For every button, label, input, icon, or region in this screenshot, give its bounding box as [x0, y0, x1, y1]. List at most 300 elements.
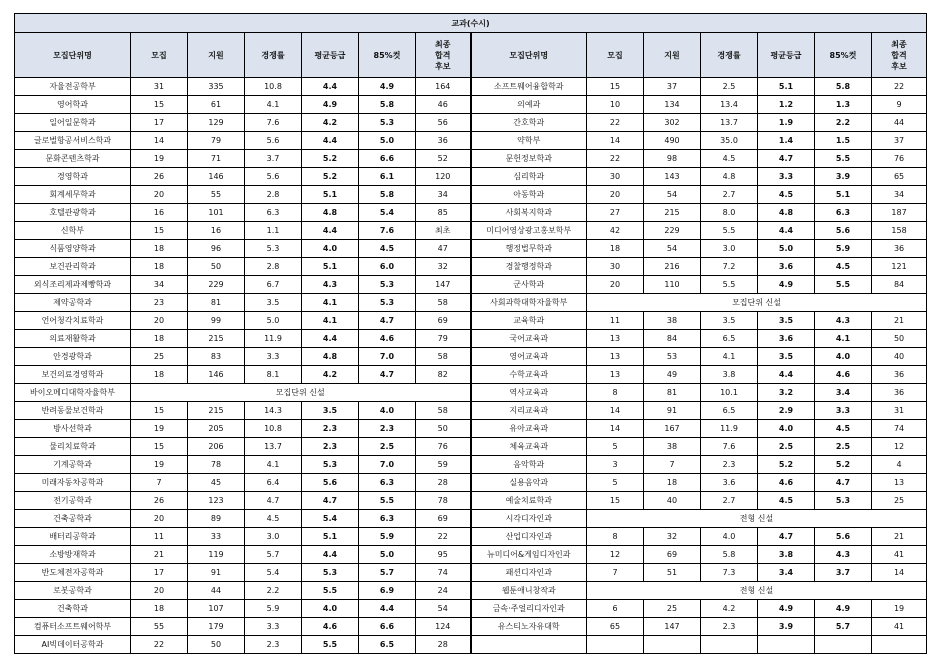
avg-grade-cell: 5.1	[758, 78, 815, 96]
quota-cell: 65	[587, 618, 644, 636]
ratio-cell: 4.0	[701, 528, 758, 546]
unit-name-cell: 행정법무학과	[471, 240, 587, 258]
unit-name-cell: 컴퓨터소프트웨어학부	[15, 618, 131, 636]
avg-grade-cell: 5.3	[302, 456, 359, 474]
quota-cell: 12	[587, 546, 644, 564]
table-row	[15, 276, 927, 294]
quota-cell: 18	[131, 258, 188, 276]
table-row	[15, 600, 927, 618]
avg-grade-cell: 5.2	[302, 168, 359, 186]
cut-85-cell: 1.5	[815, 132, 872, 150]
avg-grade-cell: 2.5	[758, 438, 815, 456]
unit-name-cell: 영어학과	[15, 96, 131, 114]
final-candidates-cell: 21	[872, 528, 927, 546]
ratio-cell: 11.9	[245, 330, 302, 348]
avg-grade-cell: 5.0	[758, 240, 815, 258]
final-candidates-cell: 25	[872, 492, 927, 510]
avg-grade-cell: 4.9	[758, 600, 815, 618]
final-candidates-cell: 24	[416, 582, 471, 600]
final-candidates-cell: 31	[872, 402, 927, 420]
applicants-cell: 84	[644, 330, 701, 348]
unit-name-cell: 아동학과	[471, 186, 587, 204]
unit-name-cell: 물리치료학과	[15, 438, 131, 456]
cut-85-cell: 5.5	[815, 150, 872, 168]
unit-name-cell: 영어교육과	[471, 348, 587, 366]
admission-table-container	[14, 13, 927, 654]
avg-grade-cell: 3.4	[758, 564, 815, 582]
cut-85-cell: 4.7	[359, 366, 416, 384]
unit-name-cell: 로봇공학과	[15, 582, 131, 600]
unit-name-cell: 체육교육과	[471, 438, 587, 456]
cut-85-cell: 6.1	[359, 168, 416, 186]
table-title: 교과(수시)	[15, 14, 927, 33]
ratio-cell: 4.2	[701, 600, 758, 618]
unit-name-cell: 경영학과	[15, 168, 131, 186]
avg-grade-cell: 4.2	[302, 114, 359, 132]
final-candidates-cell: 46	[416, 96, 471, 114]
quota-cell: 19	[131, 456, 188, 474]
quota-cell: 26	[131, 492, 188, 510]
unit-name-cell: 실용음악과	[471, 474, 587, 492]
unit-name-cell: 외식조리제과제빵학과	[15, 276, 131, 294]
table-row	[15, 366, 927, 384]
unit-name-cell: 교육학과	[471, 312, 587, 330]
avg-grade-cell: 4.8	[758, 204, 815, 222]
cut-85-cell: 4.9	[359, 78, 416, 96]
unit-name-cell: 미디어영상광고홍보학부	[471, 222, 587, 240]
quota-cell: 30	[587, 258, 644, 276]
table-row	[15, 582, 927, 600]
ratio-cell: 3.5	[701, 312, 758, 330]
cut-85-cell: 4.5	[359, 240, 416, 258]
ratio-cell: 2.2	[245, 582, 302, 600]
admission-results-table	[14, 13, 927, 654]
applicants-cell: 69	[644, 546, 701, 564]
unit-name-cell: 문화콘텐츠학과	[15, 150, 131, 168]
final-candidates-cell: 85	[416, 204, 471, 222]
applicants-cell: 37	[644, 78, 701, 96]
avg-grade-cell: 4.4	[758, 366, 815, 384]
applicants-cell: 49	[644, 366, 701, 384]
table-row	[15, 492, 927, 510]
table-row	[15, 420, 927, 438]
final-candidates-cell: 34	[416, 186, 471, 204]
ratio-cell: 6.3	[245, 204, 302, 222]
ratio-cell: 4.1	[245, 96, 302, 114]
final-candidates-cell: 36	[416, 132, 471, 150]
final-candidates-cell: 164	[416, 78, 471, 96]
avg-grade-cell: 5.5	[302, 636, 359, 654]
final-candidates-cell: 19	[872, 600, 927, 618]
note-cell: 전형 신설	[587, 510, 927, 528]
ratio-cell: 5.8	[701, 546, 758, 564]
ratio-cell	[701, 636, 758, 654]
quota-cell: 22	[587, 150, 644, 168]
unit-name-cell: 사회복지학과	[471, 204, 587, 222]
applicants-cell: 215	[188, 402, 245, 420]
applicants-cell: 302	[644, 114, 701, 132]
applicants-cell: 50	[188, 636, 245, 654]
ratio-cell: 4.1	[245, 456, 302, 474]
ratio-cell: 3.3	[245, 348, 302, 366]
applicants-cell: 119	[188, 546, 245, 564]
quota-cell: 5	[587, 474, 644, 492]
cut-85-cell: 4.7	[359, 312, 416, 330]
final-candidates-cell: 14	[872, 564, 927, 582]
ratio-cell: 3.8	[701, 366, 758, 384]
ratio-cell: 4.7	[245, 492, 302, 510]
unit-name-cell: 신학부	[15, 222, 131, 240]
ratio-cell: 10.8	[245, 420, 302, 438]
unit-name-cell: 의예과	[471, 96, 587, 114]
header-applicants: 지원	[644, 33, 701, 78]
avg-grade-cell: 4.8	[302, 348, 359, 366]
ratio-cell: 3.3	[245, 618, 302, 636]
ratio-cell: 5.5	[701, 276, 758, 294]
applicants-cell: 107	[188, 600, 245, 618]
ratio-cell: 4.1	[701, 348, 758, 366]
table-row	[15, 474, 927, 492]
unit-name-cell: 웹툰애니창작과	[471, 582, 587, 600]
table-row	[15, 618, 927, 636]
cut-85-cell: 4.5	[815, 258, 872, 276]
unit-name-cell: 뉴미디어&게임디자인과	[471, 546, 587, 564]
unit-name-cell: 식품영양학과	[15, 240, 131, 258]
quota-cell: 14	[587, 420, 644, 438]
avg-grade-cell: 4.0	[758, 420, 815, 438]
quota-cell: 15	[131, 222, 188, 240]
unit-name-cell: 방사선학과	[15, 420, 131, 438]
quota-cell: 6	[587, 600, 644, 618]
cut-85-cell	[815, 636, 872, 654]
final-candidates-cell: 69	[416, 510, 471, 528]
unit-name-cell: 보건관리학과	[15, 258, 131, 276]
ratio-cell: 4.8	[701, 168, 758, 186]
applicants-cell: 229	[188, 276, 245, 294]
final-candidates-cell: 59	[416, 456, 471, 474]
avg-grade-cell: 4.2	[302, 366, 359, 384]
avg-grade-cell: 3.3	[758, 168, 815, 186]
applicants-cell: 33	[188, 528, 245, 546]
final-candidates-cell: 74	[872, 420, 927, 438]
cut-85-cell: 7.0	[359, 456, 416, 474]
final-candidates-cell: 9	[872, 96, 927, 114]
ratio-cell: 13.7	[701, 114, 758, 132]
applicants-cell: 51	[644, 564, 701, 582]
table-row	[15, 150, 927, 168]
unit-name-cell: 소프트웨어융합학과	[471, 78, 587, 96]
quota-cell: 15	[587, 78, 644, 96]
ratio-cell: 5.4	[245, 564, 302, 582]
avg-grade-cell: 3.5	[758, 348, 815, 366]
avg-grade-cell: 4.4	[302, 330, 359, 348]
ratio-cell: 14.3	[245, 402, 302, 420]
final-candidates-cell: 187	[872, 204, 927, 222]
final-candidates-cell: 65	[872, 168, 927, 186]
applicants-cell: 96	[188, 240, 245, 258]
header-ratio: 경쟁률	[245, 33, 302, 78]
unit-name-cell: 자율전공학부	[15, 78, 131, 96]
cut-85-cell: 5.7	[359, 564, 416, 582]
final-candidates-cell: 37	[872, 132, 927, 150]
final-candidates-cell: 76	[416, 438, 471, 456]
quota-cell: 34	[131, 276, 188, 294]
cut-85-cell: 4.4	[359, 600, 416, 618]
quota-cell: 10	[587, 96, 644, 114]
ratio-cell: 2.5	[701, 78, 758, 96]
applicants-cell: 179	[188, 618, 245, 636]
final-candidates-cell: 50	[872, 330, 927, 348]
avg-grade-cell: 3.9	[758, 618, 815, 636]
quota-cell: 31	[131, 78, 188, 96]
ratio-cell: 2.7	[701, 186, 758, 204]
avg-grade-cell: 5.2	[302, 150, 359, 168]
unit-name-cell: 심리학과	[471, 168, 587, 186]
final-candidates-cell: 79	[416, 330, 471, 348]
quota-cell: 20	[131, 510, 188, 528]
cut-85-cell: 6.3	[815, 204, 872, 222]
applicants-cell: 38	[644, 438, 701, 456]
cut-85-cell: 5.0	[359, 132, 416, 150]
unit-name-cell: 건축공학과	[15, 510, 131, 528]
applicants-cell: 98	[644, 150, 701, 168]
avg-grade-cell: 4.7	[302, 492, 359, 510]
avg-grade-cell: 4.4	[302, 132, 359, 150]
avg-grade-cell: 4.8	[302, 204, 359, 222]
quota-cell: 18	[131, 240, 188, 258]
avg-grade-cell: 4.4	[302, 222, 359, 240]
final-candidates-cell: 41	[872, 618, 927, 636]
unit-name-cell: 군사학과	[471, 276, 587, 294]
ratio-cell: 6.4	[245, 474, 302, 492]
avg-grade-cell: 4.7	[758, 528, 815, 546]
avg-grade-cell: 4.6	[758, 474, 815, 492]
final-candidates-cell: 34	[872, 186, 927, 204]
cut-85-cell: 4.3	[815, 312, 872, 330]
applicants-cell: 32	[644, 528, 701, 546]
applicants-cell: 216	[644, 258, 701, 276]
final-candidates-cell: 36	[872, 240, 927, 258]
applicants-cell: 205	[188, 420, 245, 438]
cut-85-cell: 2.5	[815, 438, 872, 456]
final-candidates-cell: 22	[872, 78, 927, 96]
quota-cell: 20	[587, 276, 644, 294]
avg-grade-cell: 4.0	[302, 600, 359, 618]
quota-cell: 22	[131, 636, 188, 654]
avg-grade-cell: 3.6	[758, 330, 815, 348]
cut-85-cell: 1.3	[815, 96, 872, 114]
avg-grade-cell: 4.5	[758, 186, 815, 204]
cut-85-cell: 4.5	[815, 420, 872, 438]
final-candidates-cell: 28	[416, 474, 471, 492]
final-candidates-cell: 58	[416, 294, 471, 312]
applicants-cell: 16	[188, 222, 245, 240]
header-ratio: 경쟁률	[701, 33, 758, 78]
ratio-cell: 13.4	[701, 96, 758, 114]
avg-grade-cell: 1.9	[758, 114, 815, 132]
applicants-cell: 215	[188, 330, 245, 348]
table-row	[15, 222, 927, 240]
unit-name-cell: 유아교육과	[471, 420, 587, 438]
cut-85-cell: 2.3	[359, 420, 416, 438]
applicants-cell: 54	[644, 186, 701, 204]
cut-85-cell: 4.9	[815, 600, 872, 618]
cut-85-cell: 7.6	[359, 222, 416, 240]
unit-name-cell: 경찰행정학과	[471, 258, 587, 276]
cut-85-cell: 5.3	[359, 294, 416, 312]
table-row	[15, 294, 927, 312]
quota-cell: 14	[131, 132, 188, 150]
avg-grade-cell: 2.3	[302, 438, 359, 456]
table-row	[15, 546, 927, 564]
avg-grade-cell: 4.6	[302, 618, 359, 636]
cut-85-cell: 4.6	[359, 330, 416, 348]
cut-85-cell: 7.0	[359, 348, 416, 366]
table-row	[15, 528, 927, 546]
ratio-cell: 5.5	[701, 222, 758, 240]
final-candidates-cell: 76	[872, 150, 927, 168]
cut-85-cell: 4.6	[815, 366, 872, 384]
quota-cell: 25	[131, 348, 188, 366]
ratio-cell: 2.3	[701, 618, 758, 636]
ratio-cell: 5.7	[245, 546, 302, 564]
note-cell: 모집단위 신설	[131, 384, 471, 402]
cut-85-cell: 4.0	[815, 348, 872, 366]
quota-cell: 8	[587, 384, 644, 402]
cut-85-cell: 5.8	[359, 186, 416, 204]
applicants-cell: 110	[644, 276, 701, 294]
table-row	[15, 384, 927, 402]
quota-cell: 23	[131, 294, 188, 312]
cut-85-cell: 4.3	[815, 546, 872, 564]
ratio-cell: 7.6	[245, 114, 302, 132]
ratio-cell: 7.3	[701, 564, 758, 582]
applicants-cell: 61	[188, 96, 245, 114]
ratio-cell: 10.1	[701, 384, 758, 402]
final-candidates-cell: 36	[872, 384, 927, 402]
ratio-cell: 8.1	[245, 366, 302, 384]
avg-grade-cell: 3.6	[758, 258, 815, 276]
applicants-cell: 146	[188, 366, 245, 384]
unit-name-cell: 글로벌항공서비스학과	[15, 132, 131, 150]
quota-cell: 3	[587, 456, 644, 474]
avg-grade-cell: 5.1	[302, 186, 359, 204]
header-avg-grade: 평균등급	[302, 33, 359, 78]
quota-cell: 19	[131, 420, 188, 438]
quota-cell: 14	[587, 132, 644, 150]
quota-cell: 26	[131, 168, 188, 186]
header-final-candidates: 최종 합격 후보	[872, 33, 927, 78]
table-row	[15, 636, 927, 654]
applicants-cell: 143	[644, 168, 701, 186]
final-candidates-cell: 158	[872, 222, 927, 240]
ratio-cell: 3.6	[701, 474, 758, 492]
cut-85-cell: 5.3	[359, 276, 416, 294]
final-candidates-cell: 58	[416, 402, 471, 420]
avg-grade-cell: 4.3	[302, 276, 359, 294]
ratio-cell: 6.5	[701, 330, 758, 348]
ratio-cell: 3.5	[245, 294, 302, 312]
avg-grade-cell: 3.8	[758, 546, 815, 564]
applicants-cell: 123	[188, 492, 245, 510]
quota-cell: 21	[131, 546, 188, 564]
applicants-cell: 129	[188, 114, 245, 132]
ratio-cell: 13.7	[245, 438, 302, 456]
quota-cell: 13	[587, 348, 644, 366]
applicants-cell: 7	[644, 456, 701, 474]
header-final-candidates: 최종 합격 후보	[416, 33, 471, 78]
cut-85-cell: 5.9	[359, 528, 416, 546]
final-candidates-cell: 41	[872, 546, 927, 564]
quota-cell: 14	[587, 402, 644, 420]
avg-grade-cell: 3.5	[302, 402, 359, 420]
header-applicants: 지원	[188, 33, 245, 78]
avg-grade-cell: 3.2	[758, 384, 815, 402]
avg-grade-cell: 5.2	[758, 456, 815, 474]
cut-85-cell: 6.3	[359, 510, 416, 528]
applicants-cell: 91	[188, 564, 245, 582]
cut-85-cell: 4.0	[359, 402, 416, 420]
ratio-cell: 6.7	[245, 276, 302, 294]
quota-cell: 19	[131, 150, 188, 168]
final-candidates-cell: 47	[416, 240, 471, 258]
quota-cell: 18	[131, 600, 188, 618]
applicants-cell: 40	[644, 492, 701, 510]
final-candidates-cell: 124	[416, 618, 471, 636]
final-candidates-cell: 50	[416, 420, 471, 438]
quota-cell: 7	[587, 564, 644, 582]
avg-grade-cell: 5.6	[302, 474, 359, 492]
ratio-cell: 2.7	[701, 492, 758, 510]
table-row	[15, 258, 927, 276]
cut-85-cell: 4.1	[815, 330, 872, 348]
table-row	[15, 78, 927, 96]
quota-cell: 13	[587, 366, 644, 384]
cut-85-cell: 5.3	[359, 114, 416, 132]
unit-name-cell: 일어일문학과	[15, 114, 131, 132]
unit-name-cell: 역사교육과	[471, 384, 587, 402]
final-candidates-cell: 52	[416, 150, 471, 168]
final-candidates-cell: 147	[416, 276, 471, 294]
avg-grade-cell: 4.9	[302, 96, 359, 114]
applicants-cell: 147	[644, 618, 701, 636]
cut-85-cell: 6.6	[359, 618, 416, 636]
final-candidates-cell: 56	[416, 114, 471, 132]
unit-name-cell: 배터리공학과	[15, 528, 131, 546]
ratio-cell: 3.0	[701, 240, 758, 258]
ratio-cell: 8.0	[701, 204, 758, 222]
cut-85-cell: 6.3	[359, 474, 416, 492]
ratio-cell: 2.3	[245, 636, 302, 654]
avg-grade-cell: 4.5	[758, 492, 815, 510]
final-candidates-cell: 12	[872, 438, 927, 456]
cut-85-cell: 5.8	[815, 78, 872, 96]
quota-cell: 13	[587, 330, 644, 348]
applicants-cell: 53	[644, 348, 701, 366]
applicants-cell: 89	[188, 510, 245, 528]
applicants-cell: 54	[644, 240, 701, 258]
quota-cell: 18	[587, 240, 644, 258]
ratio-cell: 7.6	[701, 438, 758, 456]
unit-name-cell: 언어청각치료학과	[15, 312, 131, 330]
applicants-cell: 134	[644, 96, 701, 114]
final-candidates-cell: 21	[872, 312, 927, 330]
quota-cell: 55	[131, 618, 188, 636]
avg-grade-cell	[758, 636, 815, 654]
header-85-cut: 85%컷	[359, 33, 416, 78]
unit-name-cell: 시각디자인과	[471, 510, 587, 528]
table-row	[15, 330, 927, 348]
